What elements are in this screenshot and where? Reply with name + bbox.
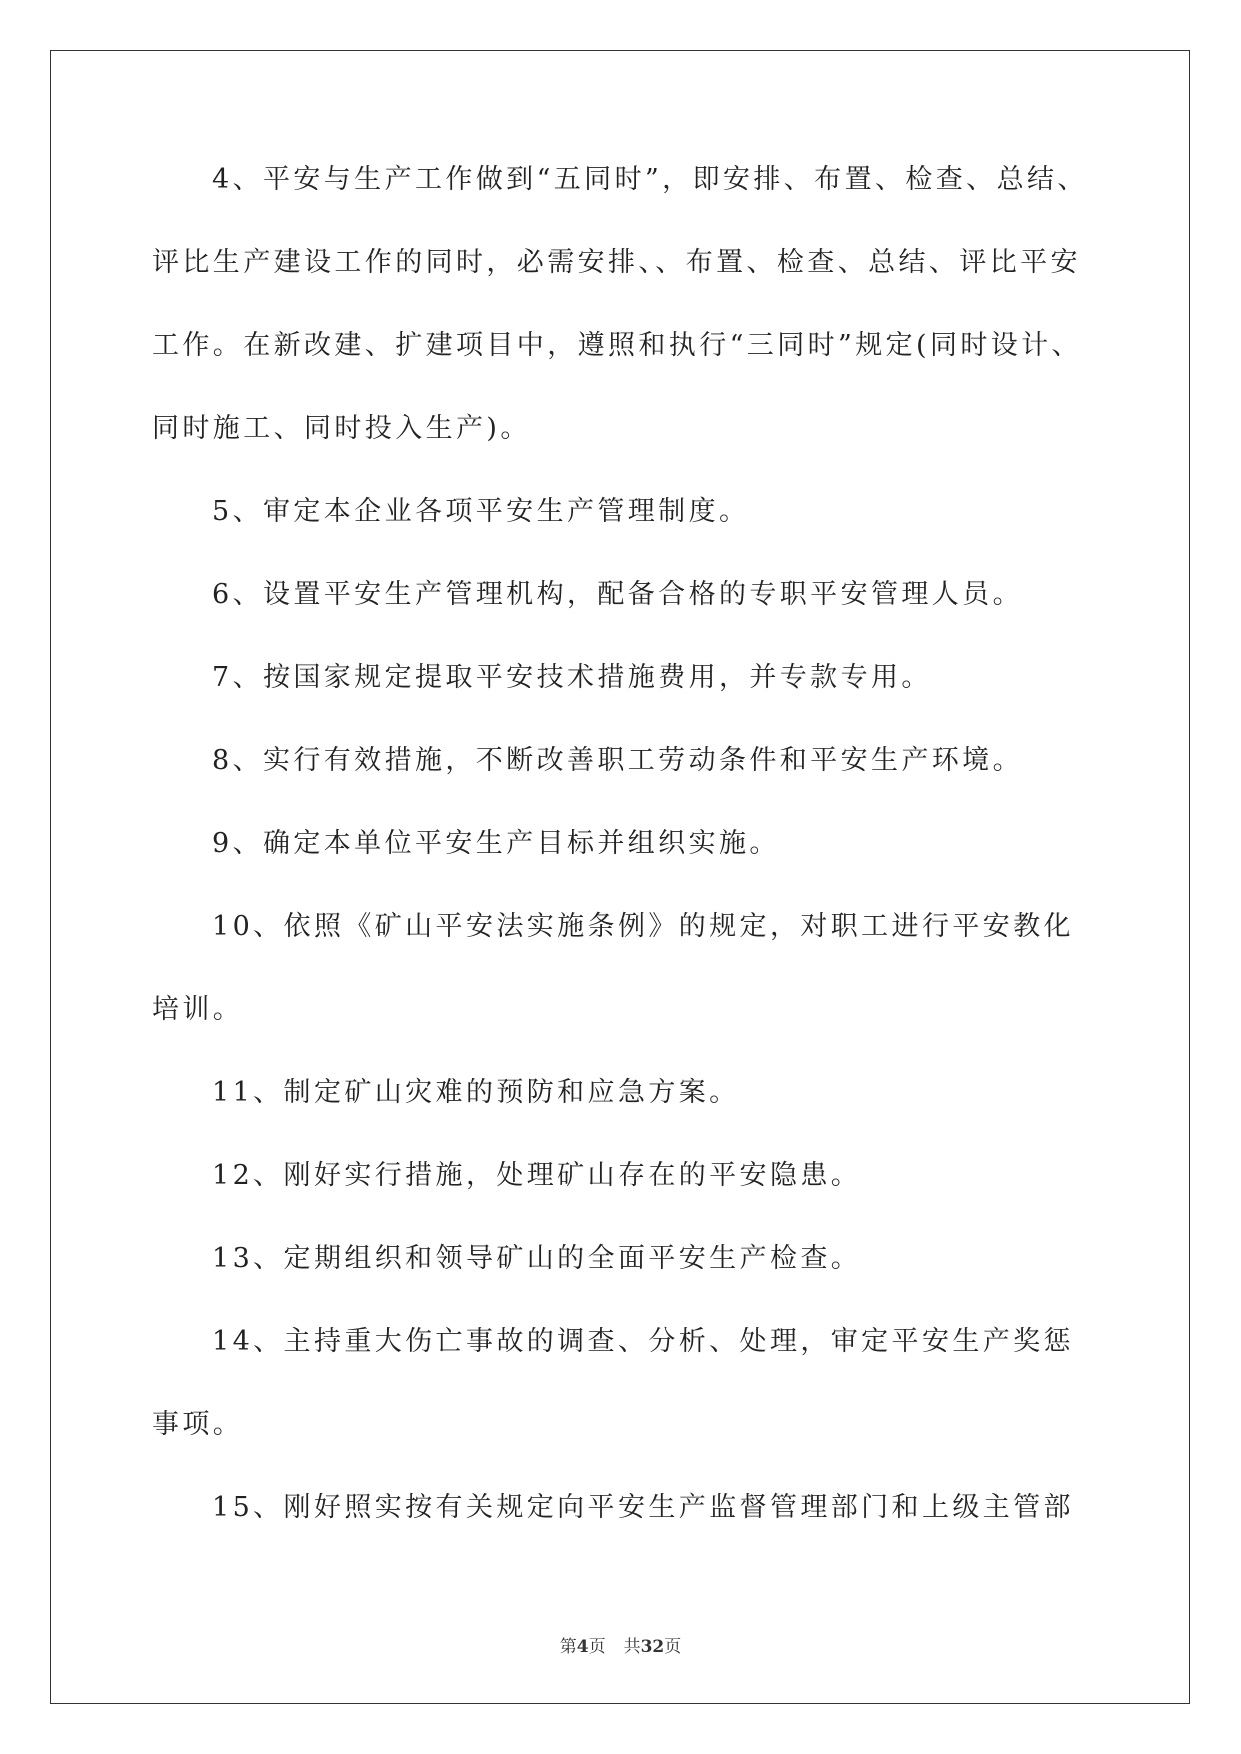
text-line: 8、实行有效措施，不断改善职工劳动条件和平安生产环境。 xyxy=(212,745,1023,776)
text-line: 10、依照《矿山平安法实施条例》的规定，对职工进行平安教化 xyxy=(212,911,1074,942)
text-line: 6、设置平安生产管理机构，配备合格的专职平安管理人员。 xyxy=(212,579,1023,610)
page-number: 4 xyxy=(576,1637,589,1657)
text-line: 13、定期组织和领导矿山的全面平安生产检查。 xyxy=(212,1243,862,1274)
text-line: 9、确定本单位平安生产目标并组织实施。 xyxy=(212,828,780,859)
text-line: 同时施工、同时投入生产)。 xyxy=(152,413,531,444)
page-footer xyxy=(0,1636,1241,1658)
text-line: 15、刚好照实按有关规定向平安生产监督管理部门和上级主管部 xyxy=(212,1492,1074,1523)
total-pages: 32 xyxy=(640,1637,665,1657)
text-line: 12、刚好实行措施，处理矿山存在的平安隐患。 xyxy=(212,1160,862,1191)
text-line: 工作。在新改建、扩建项目中，遵照和执行“三同时”规定(同时设计、 xyxy=(152,330,1082,361)
page-suffix: 页 xyxy=(588,1637,606,1657)
text-line: 14、主持重大伤亡事故的调查、分析、处理，审定平安生产奖惩 xyxy=(212,1326,1074,1357)
text-line: 评比生产建设工作的同时，必需安排、、布置、检查、总结、评比平安 xyxy=(152,247,1081,278)
document-body xyxy=(152,162,1092,1573)
text-line: 11、制定矿山灾难的预防和应急方案。 xyxy=(212,1077,740,1108)
total-prefix: 共 xyxy=(623,1637,641,1657)
text-line: 4、平安与生产工作做到“五同时”，即安排、布置、检查、总结、 xyxy=(212,164,1088,195)
text-line: 培训。 xyxy=(152,994,244,1025)
text-line: 事项。 xyxy=(152,1409,244,1440)
page-prefix: 第 xyxy=(559,1637,577,1657)
text-line: 7、按国家规定提取平安技术措施费用，并专款专用。 xyxy=(212,662,932,693)
total-suffix: 页 xyxy=(664,1637,682,1657)
text-line: 5、审定本企业各项平安生产管理制度。 xyxy=(212,496,750,527)
